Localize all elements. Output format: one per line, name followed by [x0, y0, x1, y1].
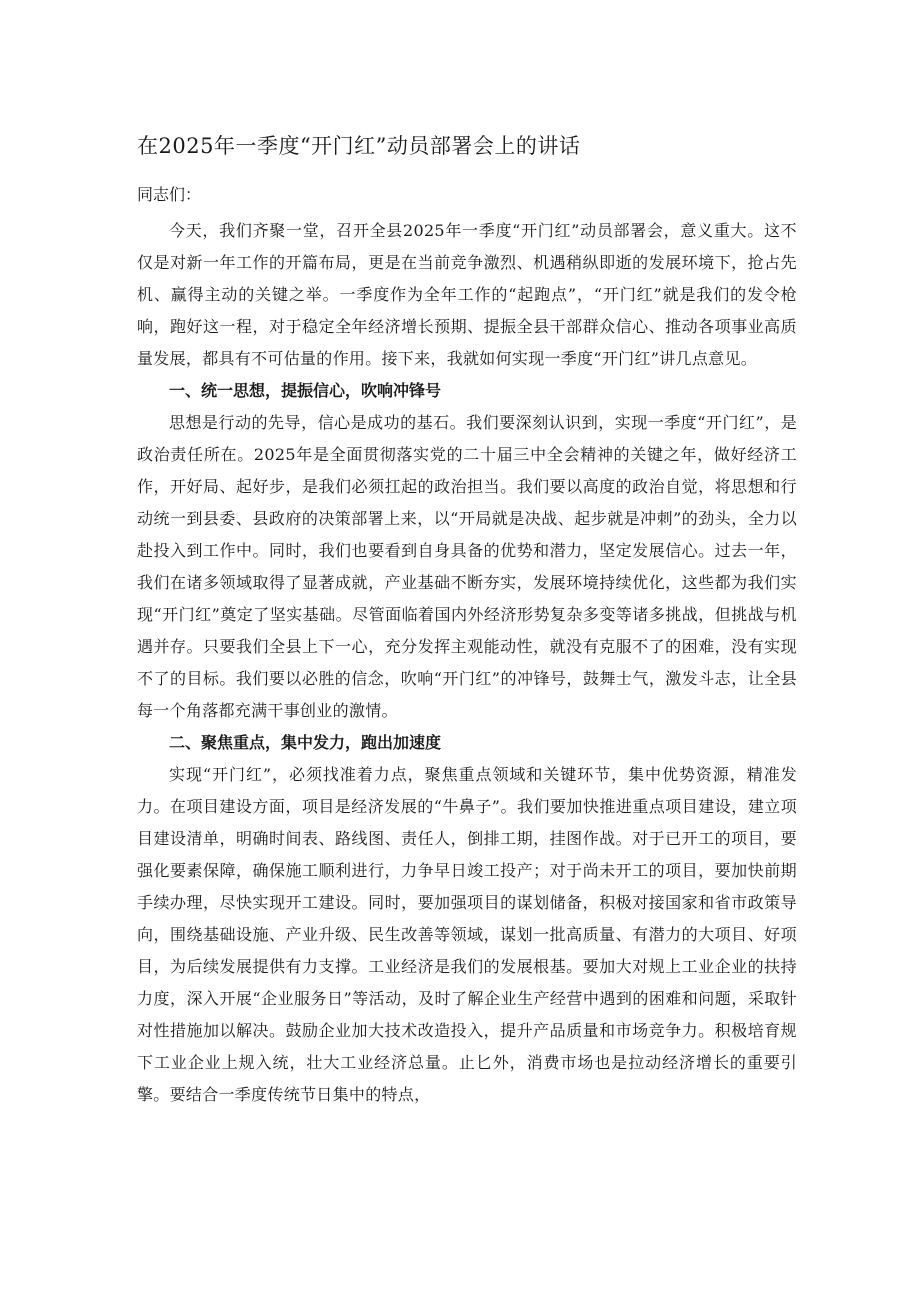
salutation: 同志们： — [137, 185, 202, 204]
section-heading-1: 一、统一思想，提振信心，吹响冲锋号 — [169, 381, 442, 400]
section-body-1: 思想是行动的先导，信心是成功的基石。我们要深刻认识到，实现一季度“开门红”，是政治责任所在。2025年是全面贯彻落实党的二十届三中全会精神的关键之年，做好经济工作，开好局、起好步，是我们必须扛起的政治担当。我们要以高度的政治自觉，将思想和行动统一到县委、县政府的决策部署上来，以“开局就是决战、起步就是冲刺”的劲头，全力以赴投入到工作中。同时，我们也要看到自身具备的优势和潜力，坚定发展信心。过去一年，我们在诸多领域取得了显著成就，产业基础不断夯实，发展环境持续优化，这些都为我们实现“开门红”奠定了坚实基础。尽管面临着国内外经济形势复杂多变等诸多挑战，但挑战与机遇并存。只要我们全县上下一心，充分发挥主观能动性，就没有克服不了的困难，没有实现不了的目标。我们要以必胜的信念，吹响“开门红”的冲锋号，鼓舞士气，激发斗志，让全县每一个角落都充满干事创业的激情。 — [137, 413, 797, 720]
document-title: 在2025年一季度“开门红”动员部署会上的讲话 — [137, 134, 581, 158]
document-page — [137, 128, 797, 1111]
section-heading-2: 二、聚焦重点，集中发力，跑出加速度 — [169, 733, 442, 752]
intro-paragraph: 今天，我们齐聚一堂，召开全县2025年一季度“开门红”动员部署会，意义重大。这不仅是对新一年工作的开篇布局，更是在当前竞争激烈、机遇稍纵即逝的发展环境下，抢占先机、赢得主动的关键之举。一季度作为全年工作的“起跑点”，“开门红”就是我们的发令枪响，跑好这一程，对于稳定全年经济增长预期、提振全县干部群众信心、推动各项事业高质量发展，都具有不可估量的作用。接下来，我就如何实现一季度“开门红”讲几点意见。 — [137, 221, 797, 368]
section-body-2: 实现“开门红”，必须找准着力点，聚焦重点领域和关键环节，集中优势资源，精准发力。在项目建设方面，项目是经济发展的“牛鼻子”。我们要加快推进重点项目建设，建立项目建设清单，明确时间表、路线图、责任人，倒排工期，挂图作战。对于已开工的项目，要强化要素保障，确保施工顺利进行，力争早日竣工投产；对于尚未开工的项目，要加快前期手续办理，尽快实现开工建设。同时，要加强项目的谋划储备，积极对接国家和省市政策导向，围绕基础设施、产业升级、民生改善等领域，谋划一批高质量、有潜力的大项目、好项目，为后续发展提供有力支撑。工业经济是我们的发展根基。要加大对规上工业企业的扶持力度，深入开展“企业服务日”等活动，及时了解企业生产经营中遇到的困难和问题，采取针对性措施加以解决。鼓励企业加大技术改造投入，提升产品质量和市场竞争力。积极培育规下工业企业上规入统，壮大工业经济总量。止匕外，消费市场也是拉动经济增长的重要引擎。要结合一季度传统节日集中的特点， — [137, 765, 797, 1104]
